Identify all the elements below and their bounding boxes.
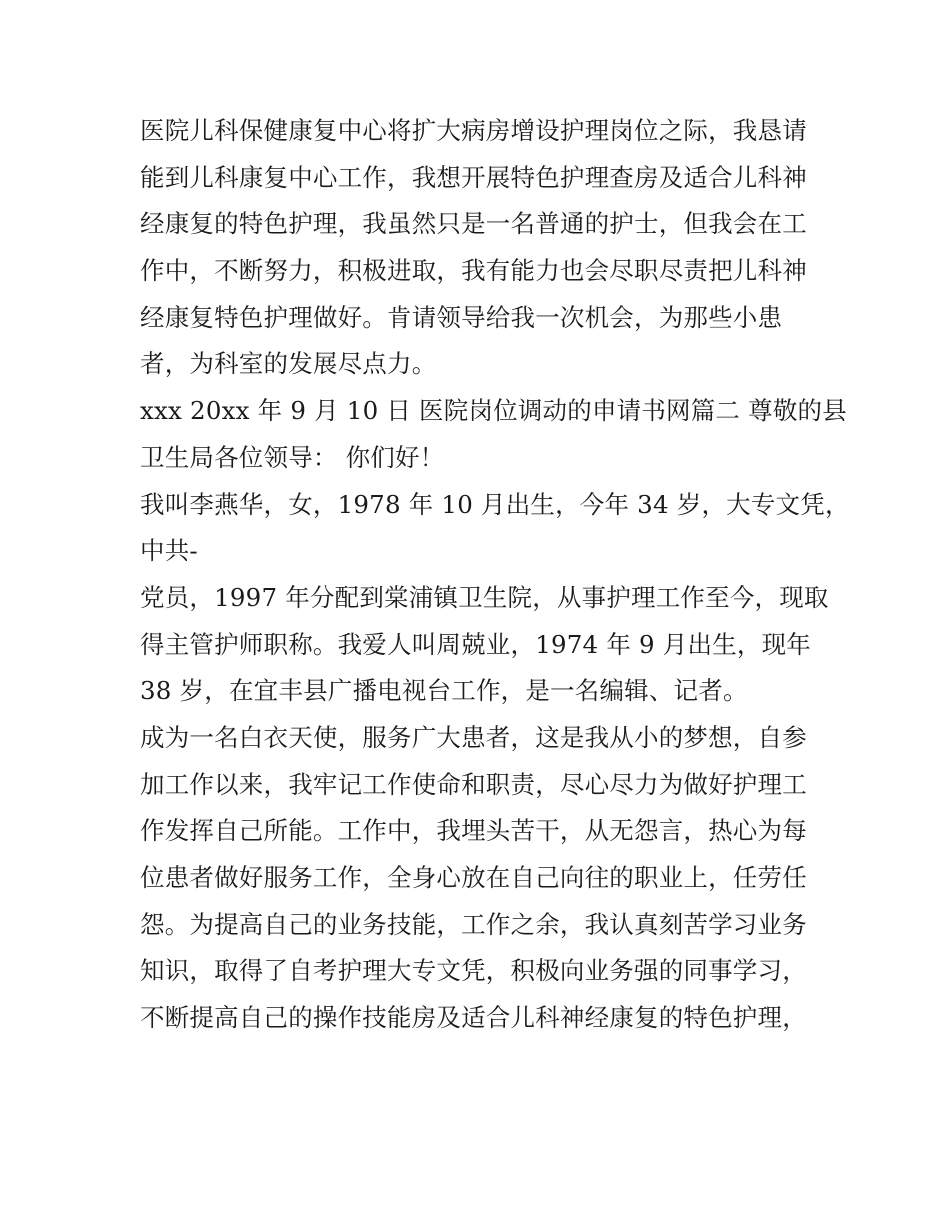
text-line: 能到儿科康复中心工作，我想开展特色护理查房及适合儿科神 — [140, 162, 807, 192]
text-line: 医院儿科保健康复中心将扩大病房增设护理岗位之际，我恳请 — [140, 116, 807, 145]
text-line: 作中，不断努力，积极进取，我有能力也会尽职尽责把儿科神 — [140, 256, 807, 286]
text-line: 我叫李燕华，女，1978 年 10 月出生，今年 34 岁，大专文凭， — [140, 489, 850, 519]
text-line: 经康复特色护理做好。肯请领导给我一次机会，为那些小患 — [140, 302, 783, 332]
text-line: 位患者做好服务工作，全身心放在自己向往的职业上，任劳任 — [140, 863, 807, 892]
text-line: 中共- — [140, 536, 198, 566]
text-line: 成为一名白衣天使，服务广大患者，这是我从小的梦想，自参 — [140, 722, 807, 752]
text-line: 怨。为提高自己的业务技能，工作之余，我认真刻苦学习业务 — [140, 909, 807, 939]
text-line: 加工作以来，我牢记工作使命和职责，尽心尽力为做好护理工 — [140, 769, 807, 799]
text-line: 经康复的特色护理，我虽然只是一名普通的护士，但我会在工 — [140, 209, 807, 239]
text-line: 卫生局各位领导： 你们好！ — [140, 442, 445, 472]
text-line: 党员，1997 年分配到棠浦镇卫生院，从事护理工作至今，现取 — [140, 582, 829, 612]
text-line: xxx 20xx 年 9 月 10 日 医院岗位调动的申请书网篇二 尊敬的县 — [140, 396, 847, 426]
text-line: 不断提高自己的操作技能房及适合儿科神经康复的特色护理， — [140, 1003, 807, 1033]
document-body — [140, 108, 850, 1042]
text-line: 作发挥自己所能。工作中，我埋头苦干，从无怨言，热心为每 — [140, 816, 807, 846]
text-line: 38 岁，在宜丰县广播电视台工作，是一名编辑、记者。 — [140, 676, 748, 706]
text-line: 得主管护师职称。我爱人叫周兢业，1974 年 9 月出生，现年 — [140, 629, 811, 659]
text-line: 知识，取得了自考护理大专文凭，积极向业务强的同事学习， — [140, 956, 807, 986]
text-line: 者，为科室的发展尽点力。 — [140, 349, 437, 379]
